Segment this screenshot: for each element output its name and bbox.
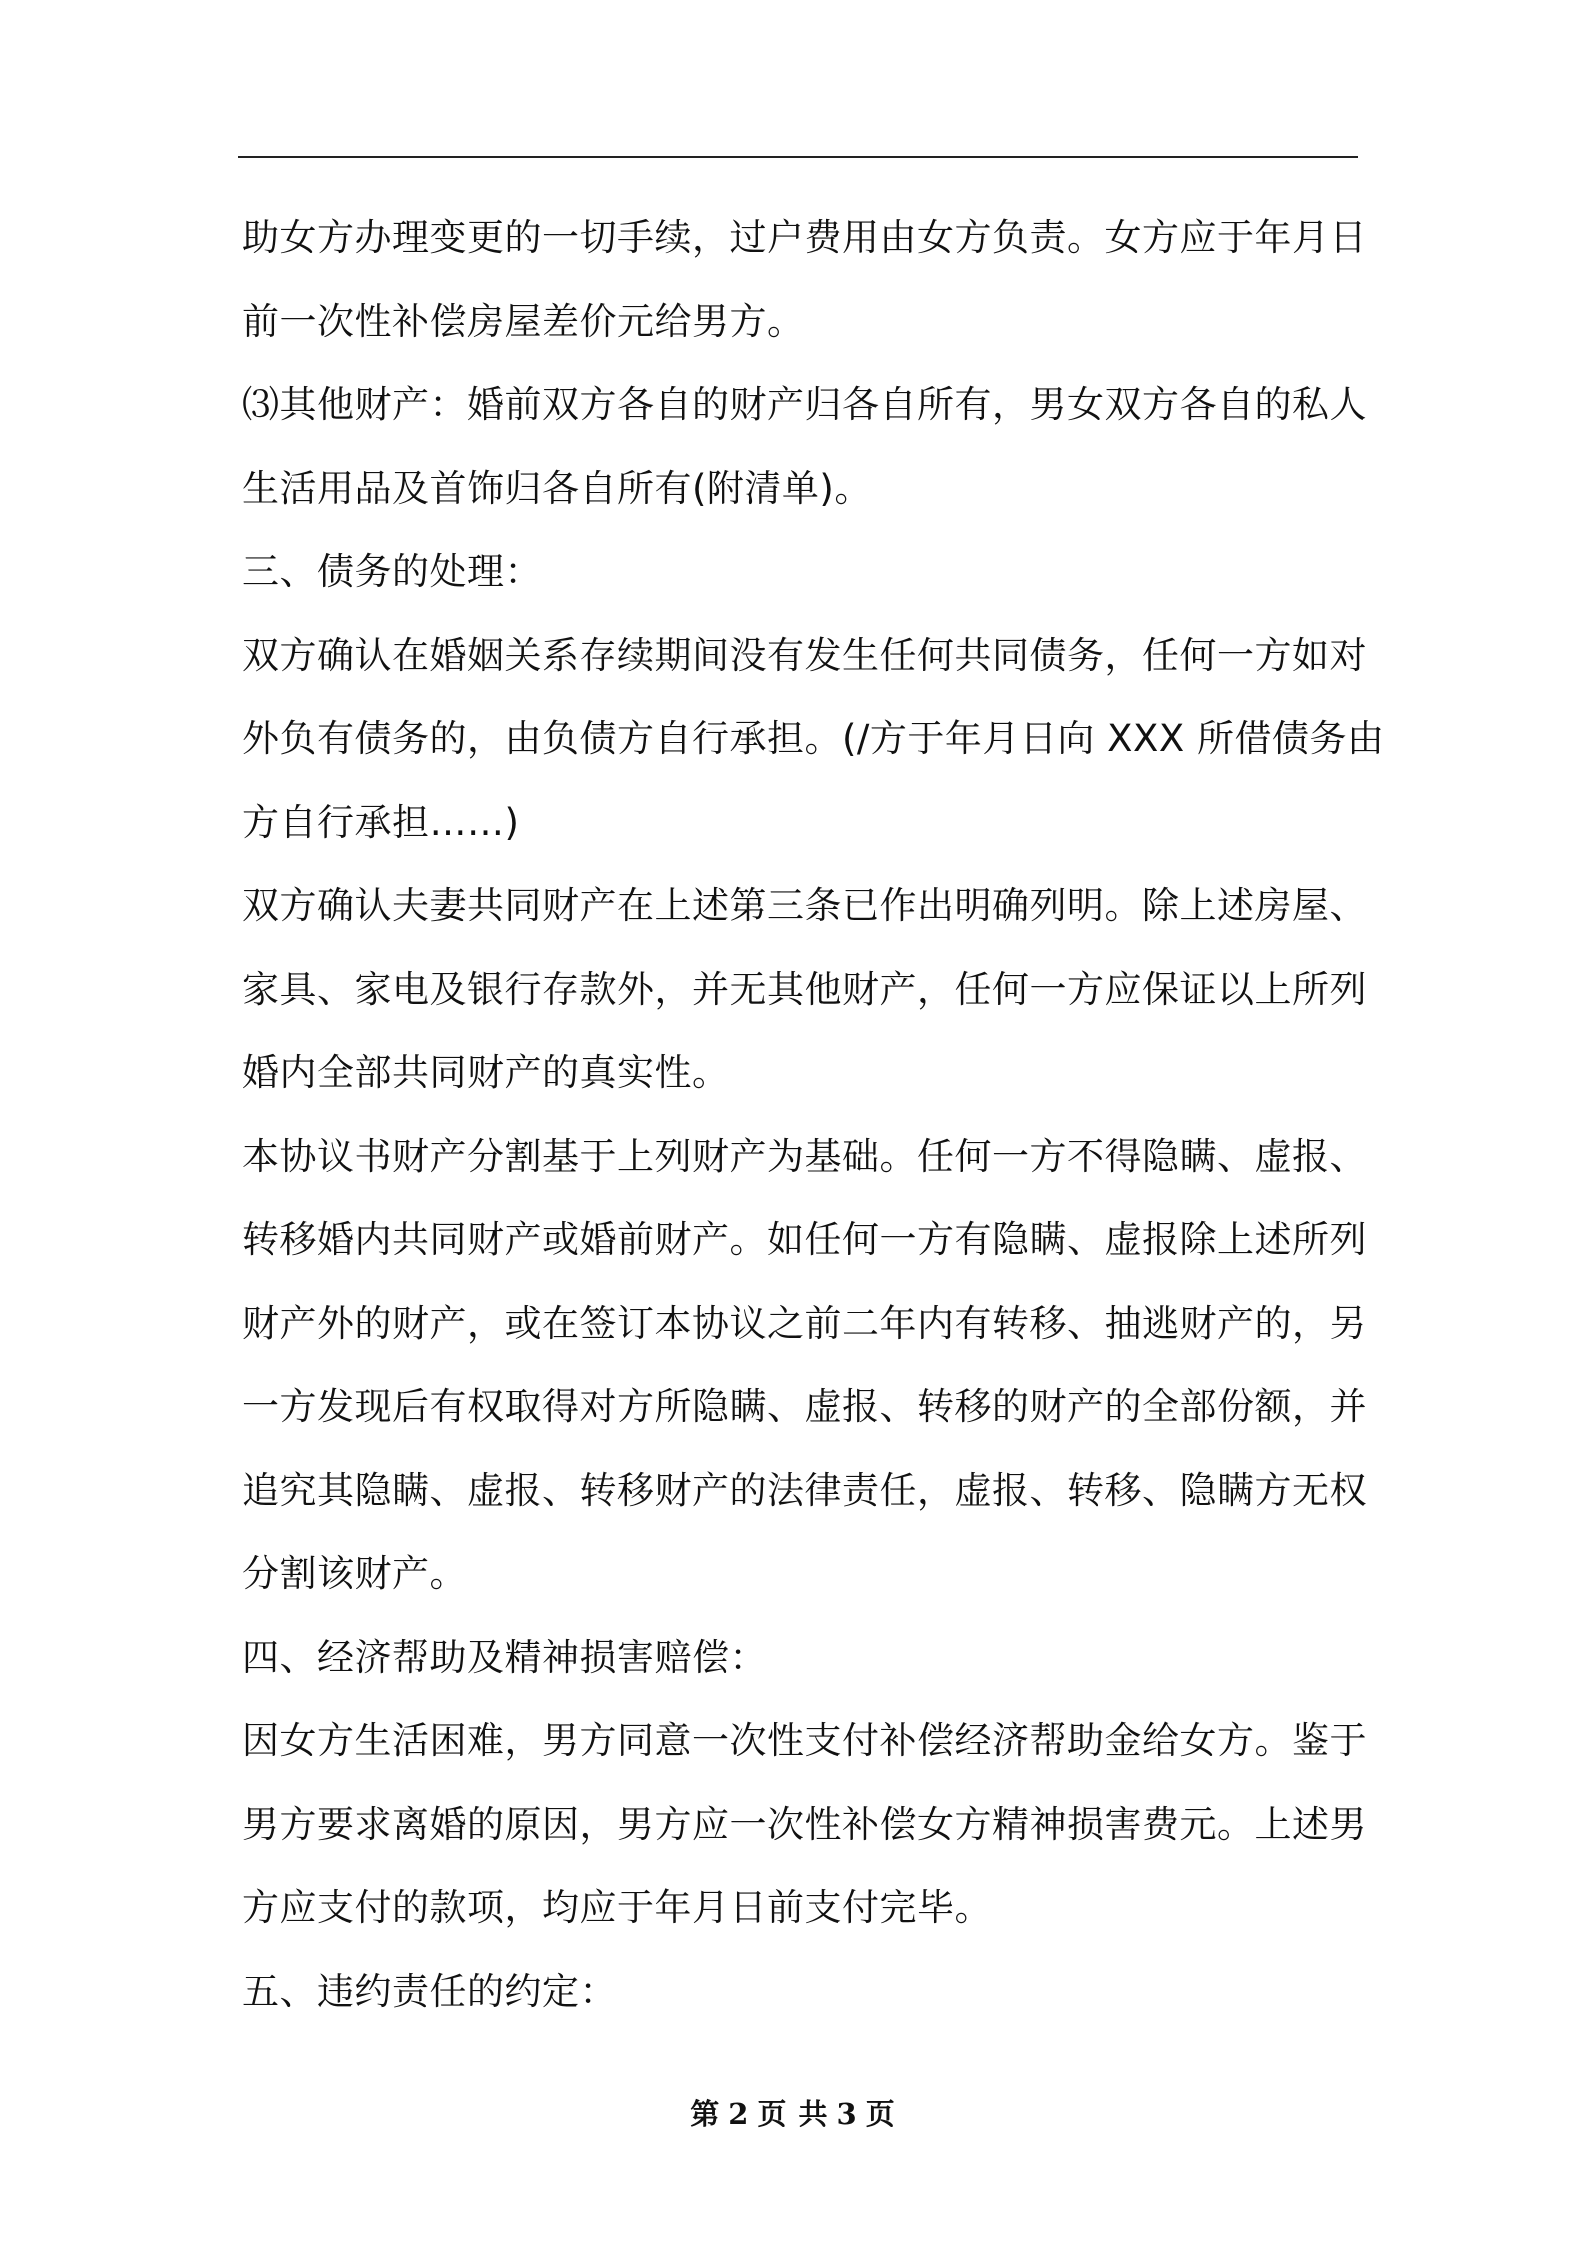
text-line-7: 外负有债务的，由负债方自行承担。(/方于年月日向 XXX 所借债务由	[242, 717, 1385, 760]
current-page-number: 2	[728, 2097, 750, 2131]
text-line-20: 男方要求离婚的原因，男方应一次性补偿女方精神损害费元。上述男	[242, 1802, 1367, 1846]
section-heading-debts: 三、债务的处理：	[242, 550, 542, 593]
text-line-9: 双方确认夫妻共同财产在上述第三条已作出明确列明。除上述房屋、	[242, 884, 1367, 927]
text-line-14: 财产外的财产，或在签订本协议之前二年内有转移、抽逃财产的，另	[242, 1301, 1367, 1345]
text-line-17: 分割该财产。	[242, 1552, 467, 1595]
text-line-11: 婚内全部共同财产的真实性。	[242, 1051, 730, 1094]
footer-prefix: 第	[690, 2097, 721, 2131]
text-line-13: 转移婚内共同财产或婚前财产。如任何一方有隐瞒、虚报除上述所列	[242, 1218, 1367, 1261]
text-line-8: 方自行承担……)	[242, 800, 520, 844]
text-line-21: 方应支付的款项，均应于年月日前支付完毕。	[242, 1886, 992, 1929]
document-body	[242, 196, 1385, 2033]
text-line-16: 追究其隐瞒、虚报、转移财产的法律责任，虚报、转移、隐瞒方无权	[242, 1468, 1367, 1512]
text-line-12: 本协议书财产分割基于上列财产为基础。任何一方不得隐瞒、虚报、	[242, 1134, 1367, 1178]
text-line-10: 家具、家电及银行存款外，并无其他财产，任何一方应保证以上所列	[242, 967, 1367, 1011]
total-page-count: 3	[836, 2097, 858, 2131]
text-line-6: 双方确认在婚姻关系存续期间没有发生任何共同债务，任何一方如对	[242, 633, 1367, 677]
footer-suffix: 页	[865, 2097, 896, 2131]
section-heading-liability: 五、违约责任的约定：	[242, 1969, 617, 2013]
header-rule	[238, 156, 1358, 158]
section-heading-compensation: 四、经济帮助及精神损害赔偿：	[242, 1635, 767, 1679]
text-line-19: 因女方生活困难，男方同意一次性支付补偿经济帮助金给女方。鉴于	[242, 1719, 1367, 1762]
footer-middle: 页 共	[757, 2097, 829, 2131]
text-line-2: 前一次性补偿房屋差价元给男方。	[242, 299, 805, 343]
text-line-3: ⑶其他财产：婚前双方各自的财产归各自所有，男女双方各自的私人	[242, 383, 1367, 426]
page-footer	[0, 2092, 1586, 2133]
text-line-15: 一方发现后有权取得对方所隐瞒、虚报、转移的财产的全部份额，并	[242, 1385, 1367, 1428]
text-line-4: 生活用品及首饰归各自所有(附清单)。	[242, 466, 872, 510]
text-line-1: 助女方办理变更的一切手续，过户费用由女方负责。女方应于年月日	[242, 216, 1367, 259]
